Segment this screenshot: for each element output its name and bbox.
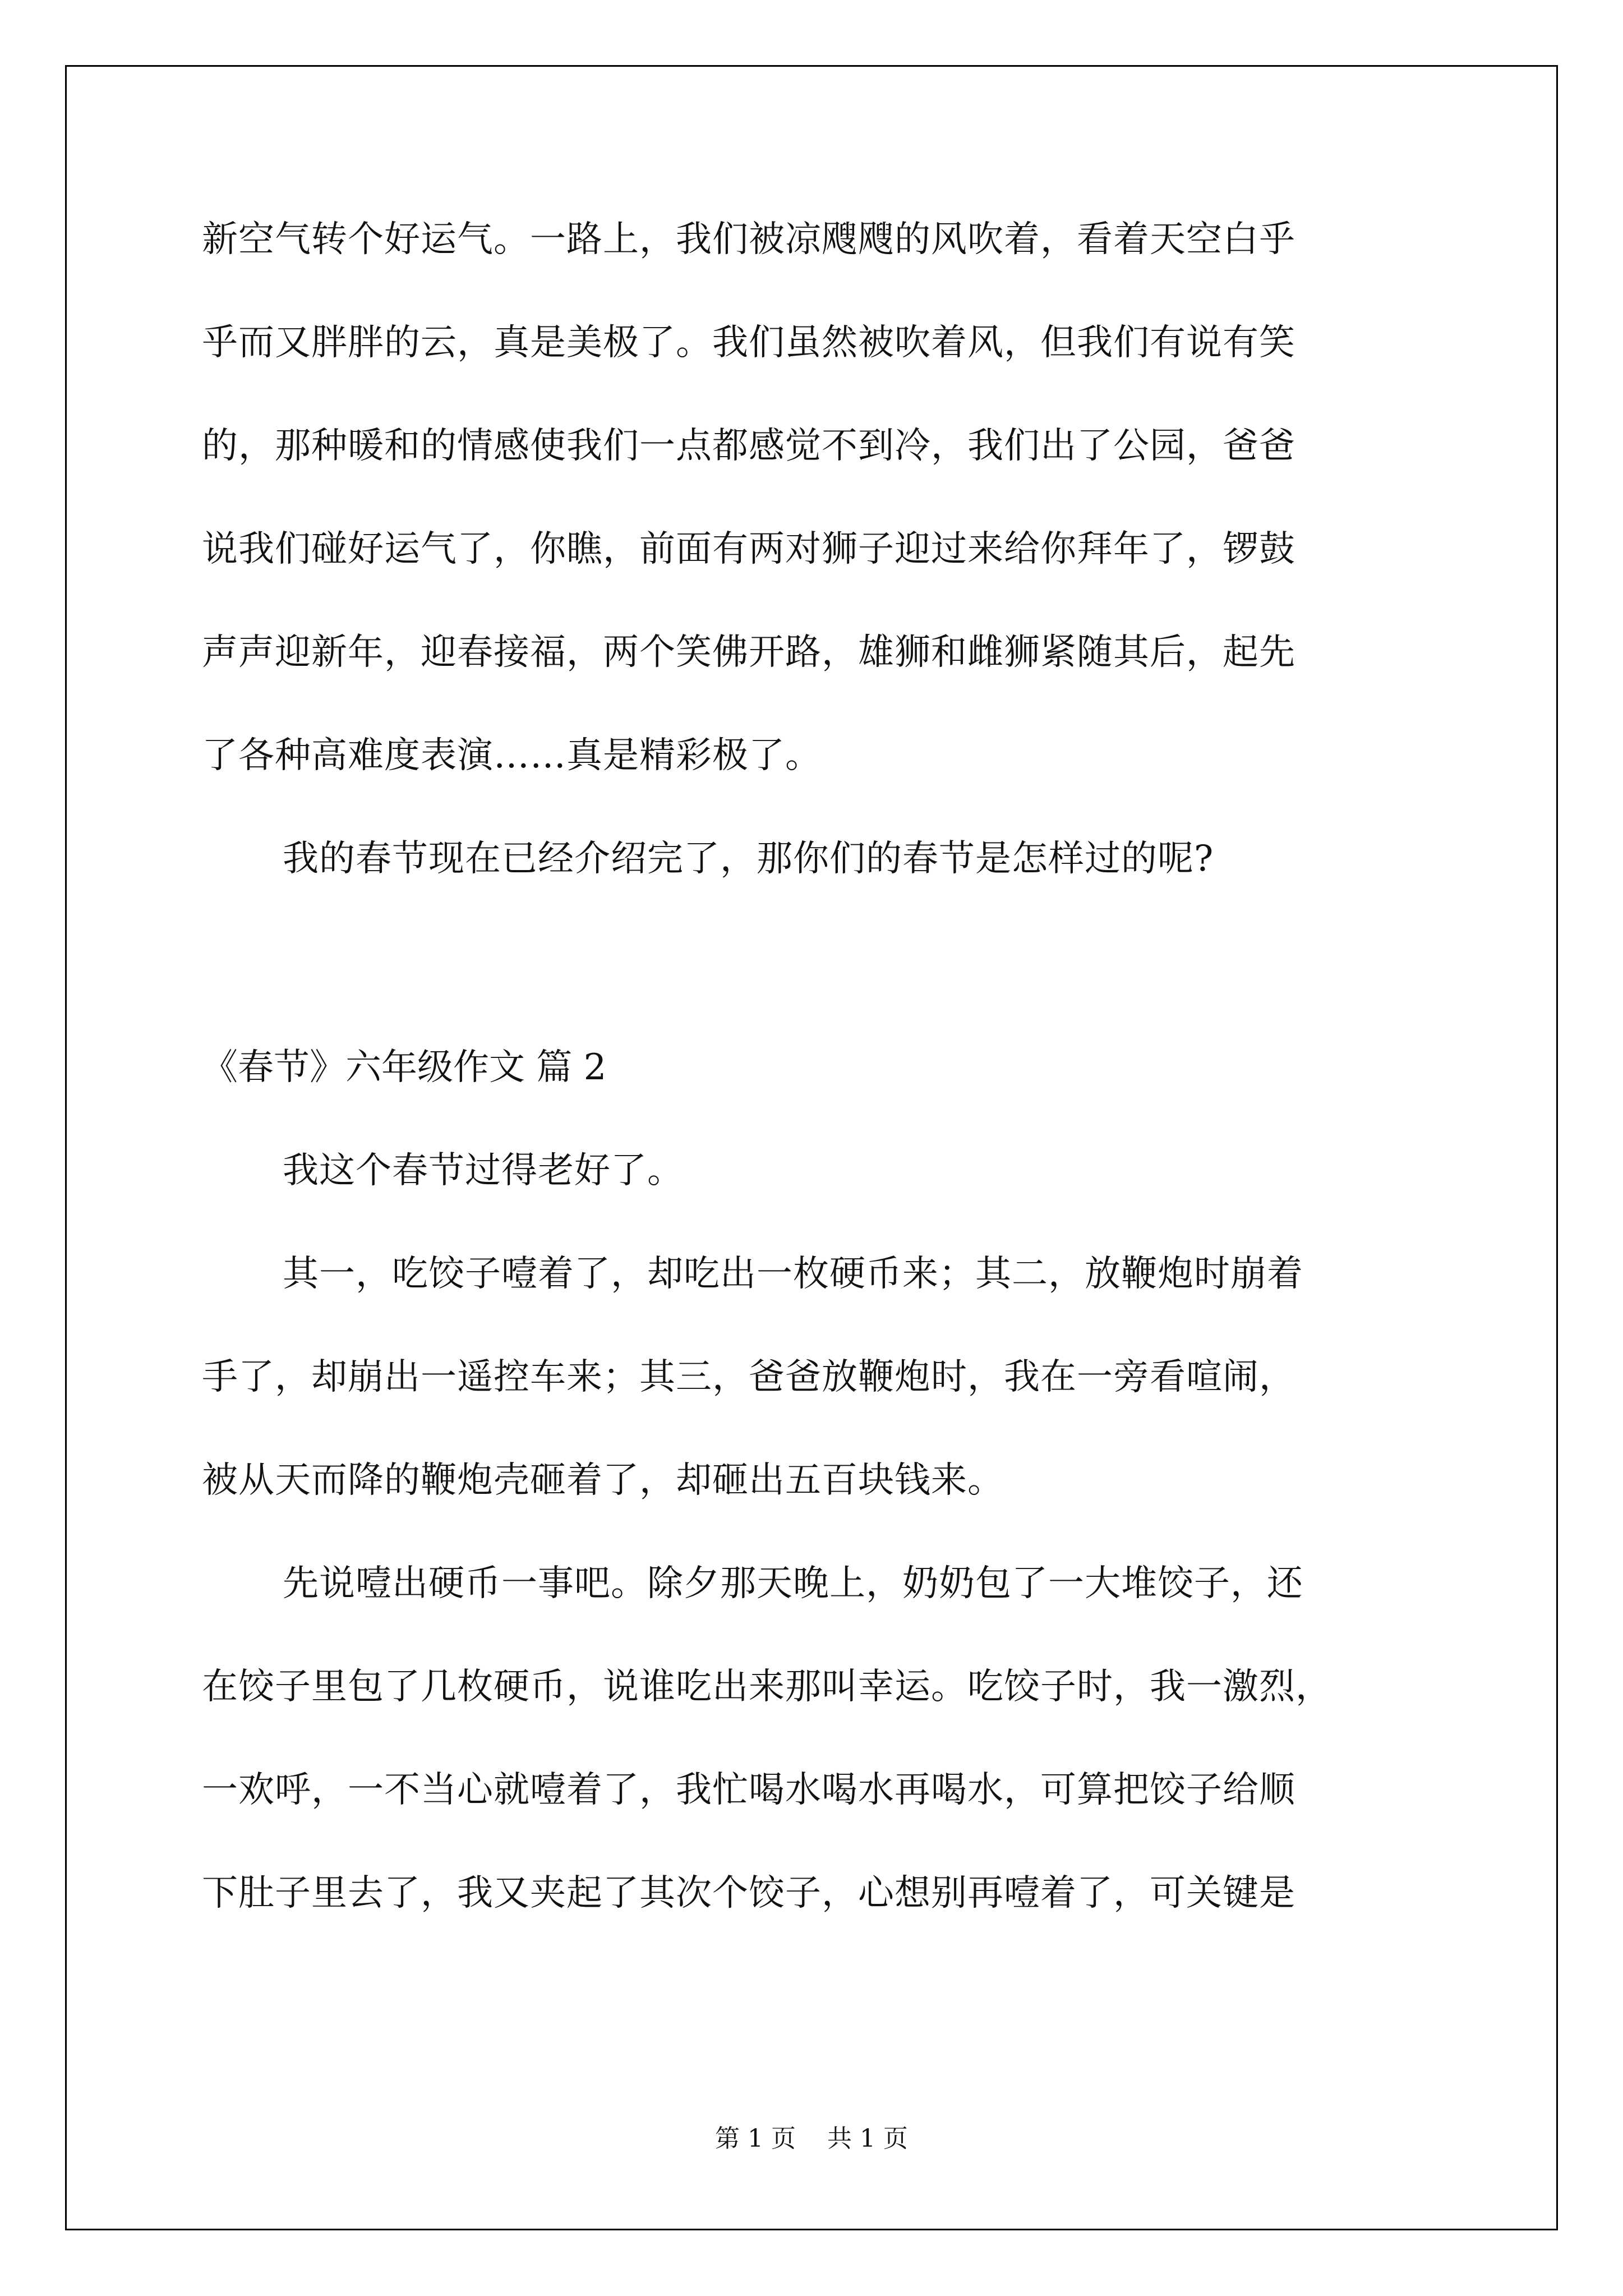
text-line: 先说噎出硬币一事吧。除夕那天晚上，奶奶包了一大堆饺子，还 bbox=[283, 1563, 1303, 1604]
text-line: 了各种高难度表演……真是精彩极了。 bbox=[202, 735, 822, 776]
closing-line: 我的春节现在已经介绍完了，那你们的春节是怎样过的呢? bbox=[283, 838, 1214, 880]
text-line: 一欢呼，一不当心就噎着了，我忙喝水喝水再喝水，可算把饺子给顺 bbox=[202, 1769, 1295, 1811]
text-line: 其一，吃饺子噎着了，却吃出一枚硬币来；其二，放鞭炮时崩着 bbox=[283, 1253, 1303, 1295]
document-body bbox=[202, 210, 1441, 1967]
text-line: 手了，却崩出一遥控车来；其三，爸爸放鞭炮时，我在一旁看喧闹， bbox=[202, 1356, 1295, 1398]
intro-line: 我这个春节过得老好了。 bbox=[283, 1150, 684, 1191]
text-line: 新空气转个好运气。一路上，我们被凉飕飕的风吹着，看着天空白乎 bbox=[202, 219, 1295, 260]
section-heading: 《春节》六年级作文 篇 2 bbox=[202, 1047, 607, 1088]
text-line: 在饺子里包了几枚硬币，说谁吃出来那叫幸运。吃饺子时，我一激烈， bbox=[202, 1666, 1332, 1708]
text-line: 下肚子里去了，我又夹起了其次个饺子，心想别再噎着了，可关键是 bbox=[202, 1872, 1295, 1914]
page-footer: 第 1 页 共 1 页 bbox=[715, 2124, 908, 2153]
text-line: 说我们碰好运气了，你瞧，前面有两对狮子迎过来给你拜年了，锣鼓 bbox=[202, 528, 1295, 570]
text-line: 的，那种暖和的情感使我们一点都感觉不到冷，我们出了公园，爸爸 bbox=[202, 425, 1295, 467]
text-line: 乎而又胖胖的云，真是美极了。我们虽然被吹着风，但我们有说有笑 bbox=[202, 322, 1295, 364]
text-line: 声声迎新年，迎春接福，两个笑佛开路，雄狮和雌狮紧随其后，起先 bbox=[202, 632, 1295, 673]
text-line: 被从天而降的鞭炮壳砸着了，却砸出五百块钱来。 bbox=[202, 1460, 1004, 1501]
